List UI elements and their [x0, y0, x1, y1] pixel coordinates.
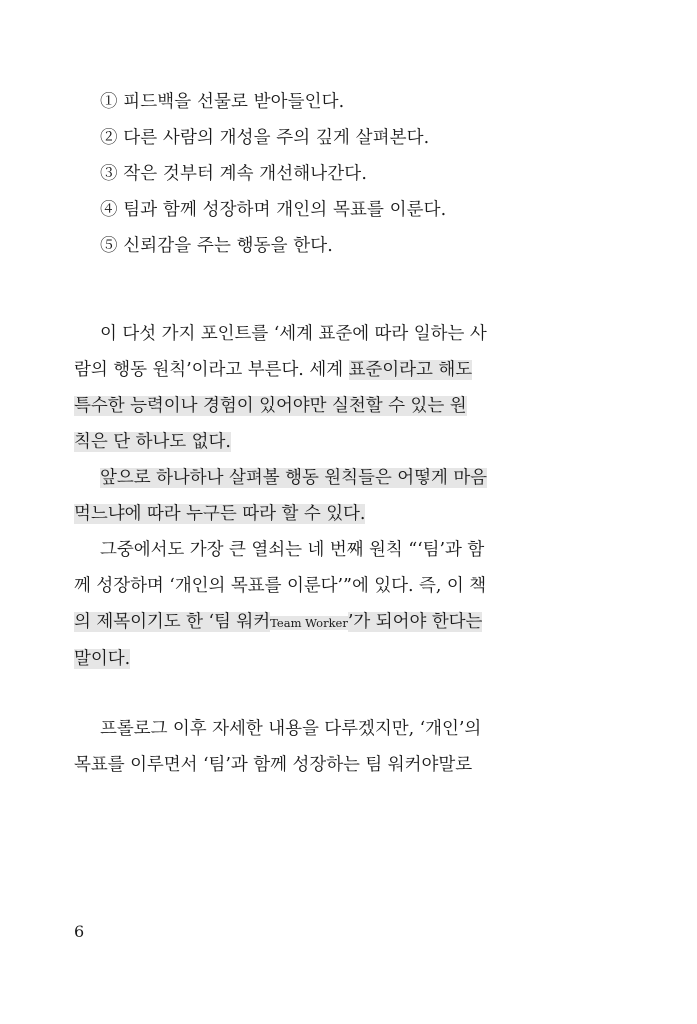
highlighted-text: ’가 되어야 한다는: [347, 612, 483, 632]
paragraph-one-line-3: [74, 388, 623, 424]
highlighted-text: 특수한 능력이나 경험이 있어야만 실천할 수 있는 원: [74, 396, 467, 416]
paragraph-one-line-4: [74, 424, 623, 460]
highlighted-text: 표준이라고 해도: [348, 360, 473, 380]
list-item: ⑤ 신뢰감을 주는 행동을 한다.: [100, 236, 333, 256]
paragraph-three: [74, 532, 623, 677]
list-item: ③ 작은 것부터 계속 개선해나간다.: [100, 164, 367, 184]
highlighted-text: 말이다.: [74, 649, 131, 669]
paragraph-three-line-1: 그중에서도 가장 큰 열쇠는 네 번째 원칙 “‘팀’과 함: [100, 540, 485, 560]
paragraph-three-line-4: [74, 641, 623, 677]
highlighted-text: 먹느냐에 따라 누구든 따라 할 수 있다.: [74, 504, 366, 524]
highlighted-text: 의 제목이기도 한 ‘팀 워커: [74, 612, 271, 632]
paragraph-four: [74, 711, 623, 783]
list-item: ④ 팀과 함께 성장하며 개인의 목표를 이룬다.: [100, 200, 447, 220]
paragraph-two-line-1: [74, 460, 623, 496]
paragraph-one: [74, 316, 623, 460]
paragraph-four-line-2: 목표를 이루면서 ‘팀’과 함께 성장하는 팀 워커야말로: [74, 755, 473, 775]
numbered-list: [74, 84, 623, 264]
paragraph-spacer: [74, 677, 623, 711]
paragraph-one-line-1: 이 다섯 가지 포인트를 ‘세계 표준에 따라 일하는 사: [100, 324, 487, 344]
paragraph-three-line-3: [74, 604, 623, 641]
list-item: ① 피드백을 선물로 받아들인다.: [100, 92, 345, 112]
paragraph-spacer: [74, 264, 623, 316]
paragraph-one-line-2: 람의 행동 원칙’이라고 부른다. 세계 표준이라고 해도: [74, 360, 473, 380]
paragraph-two-line-2: [74, 496, 623, 532]
list-item: ② 다른 사람의 개성을 주의 깊게 살펴본다.: [100, 128, 430, 148]
paragraph-two: [74, 460, 623, 532]
highlighted-text: 앞으로 하나하나 살펴볼 행동 원칙들은 어떻게 마음: [100, 468, 488, 488]
page-number: 6: [74, 922, 85, 941]
paragraph-three-line-2: 께 성장하며 ‘개인의 목표를 이룬다’”에 있다. 즉, 이 책: [74, 576, 487, 596]
highlighted-text: 칙은 단 하나도 없다.: [74, 432, 231, 452]
superscript-text: Team Worker: [270, 616, 348, 630]
paragraph-four-line-1: 프롤로그 이후 자세한 내용을 다루겠지만, ‘개인’의: [100, 719, 482, 739]
